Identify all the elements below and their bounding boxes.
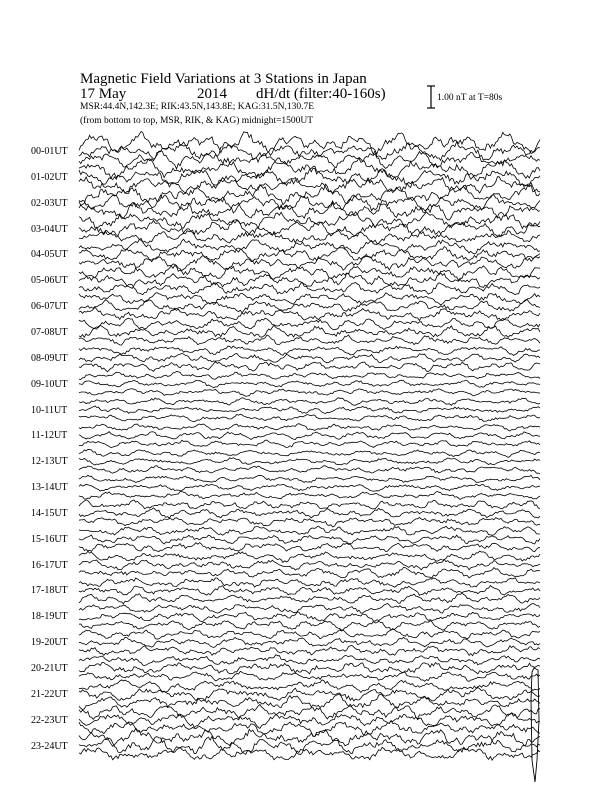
trace-msr	[79, 229, 540, 245]
trace-rik	[79, 508, 540, 518]
hour-label: 15-16UT	[31, 533, 68, 545]
trace-rik	[79, 406, 540, 413]
hour-label: 01-02UT	[31, 171, 68, 183]
trace-rik	[79, 273, 540, 289]
trace-msr	[79, 254, 540, 270]
trace-kag	[79, 629, 540, 640]
trace-kag	[79, 157, 540, 179]
trace-msr	[79, 621, 540, 630]
trace-rik	[79, 432, 540, 440]
trace-rik	[79, 637, 540, 647]
hour-label: 13-14UT	[31, 482, 68, 494]
trace-rik	[79, 484, 540, 491]
trace-msr	[79, 440, 540, 447]
trace-kag	[79, 239, 540, 254]
hour-label: 14-15UT	[31, 507, 68, 519]
hour-label: 21-22UT	[31, 688, 68, 700]
trace-rik	[79, 458, 540, 465]
scale-bar-icon	[427, 86, 435, 108]
trace-kag	[79, 398, 540, 406]
station-coordinates: MSR:44.4N,142.3E; RIK:43.5N,143.8E; KAG:31.5N,130.7E	[80, 102, 315, 112]
trace-msr	[79, 694, 540, 709]
hour-label: 04-05UT	[31, 249, 68, 261]
trace-rik	[79, 688, 540, 702]
trace-msr	[79, 283, 540, 295]
trace-kag	[79, 372, 540, 380]
hour-label: 02-03UT	[31, 197, 68, 209]
trace-msr	[79, 335, 540, 345]
hour-label: 22-23UT	[31, 714, 68, 726]
trace-msr	[79, 568, 540, 579]
trace-kag	[79, 551, 540, 562]
trace-msr	[79, 593, 540, 604]
trace-rik	[79, 612, 540, 622]
trace-kag	[79, 449, 540, 457]
trace-kag	[79, 500, 540, 509]
trace-kag	[79, 578, 540, 587]
trace-msr	[79, 671, 540, 681]
trace-rik	[79, 300, 540, 313]
trace-rik	[79, 325, 540, 337]
hour-label: 18-19UT	[31, 611, 68, 623]
scale-bar-label: 1.00 nT at T=80s	[437, 93, 503, 103]
trace-rik	[79, 535, 540, 544]
large-excursion-trace	[531, 668, 539, 782]
trace-msr	[79, 646, 540, 656]
station-order-note: (from bottom to top, MSR, RIK, & KAG) midnight=1500UT	[80, 116, 314, 126]
trace-msr	[79, 543, 540, 552]
trace-kag	[79, 346, 540, 355]
trace-rik	[79, 380, 540, 388]
hour-label: 05-06UT	[31, 275, 68, 287]
hour-label: 12-13UT	[31, 456, 68, 468]
trace-msr	[79, 491, 540, 499]
hour-label: 17-18UT	[31, 585, 68, 597]
trace-rik	[79, 220, 540, 237]
chart-date: 17 May	[80, 86, 127, 102]
hour-label: 00-01UT	[31, 146, 68, 157]
trace-kag	[79, 318, 540, 330]
trace-kag	[79, 680, 540, 693]
trace-rik	[79, 560, 540, 571]
hour-label: 03-04UT	[31, 223, 68, 235]
chart-title: Magnetic Field Variations at 3 Stations in Japan	[80, 71, 367, 87]
hour-label: 11-12UT	[31, 430, 68, 442]
trace-msr	[79, 389, 540, 396]
hour-label: 07-08UT	[31, 326, 68, 338]
chart-component: dH/dt (filter:40-160s)	[256, 86, 386, 102]
trace-msr	[79, 517, 540, 527]
hour-label: 10-11UT	[31, 404, 68, 416]
hour-label: 09-10UT	[31, 378, 68, 390]
chart-year: 2014	[197, 86, 227, 102]
hour-label: 06-07UT	[31, 301, 68, 313]
trace-kag	[79, 603, 540, 613]
trace-kag	[79, 266, 540, 281]
hour-label: 08-09UT	[31, 352, 68, 364]
trace-kag	[79, 526, 540, 535]
trace-kag	[79, 424, 540, 431]
trace-rik	[79, 353, 540, 363]
trace-msr	[79, 721, 540, 737]
trace-msr	[79, 466, 540, 474]
hour-label: 19-20UT	[31, 637, 68, 649]
hour-label: 20-21UT	[31, 663, 68, 674]
trace-kag	[79, 655, 540, 666]
trace-msr	[79, 307, 540, 320]
trace-rik	[79, 736, 540, 754]
trace-kag	[79, 475, 540, 482]
hour-label: 23-24UT	[31, 740, 68, 752]
trace-msr	[79, 414, 540, 422]
hour-label: 16-17UT	[31, 559, 68, 571]
trace-kag	[79, 293, 540, 305]
trace-rik	[79, 713, 540, 728]
trace-msr	[79, 362, 540, 372]
